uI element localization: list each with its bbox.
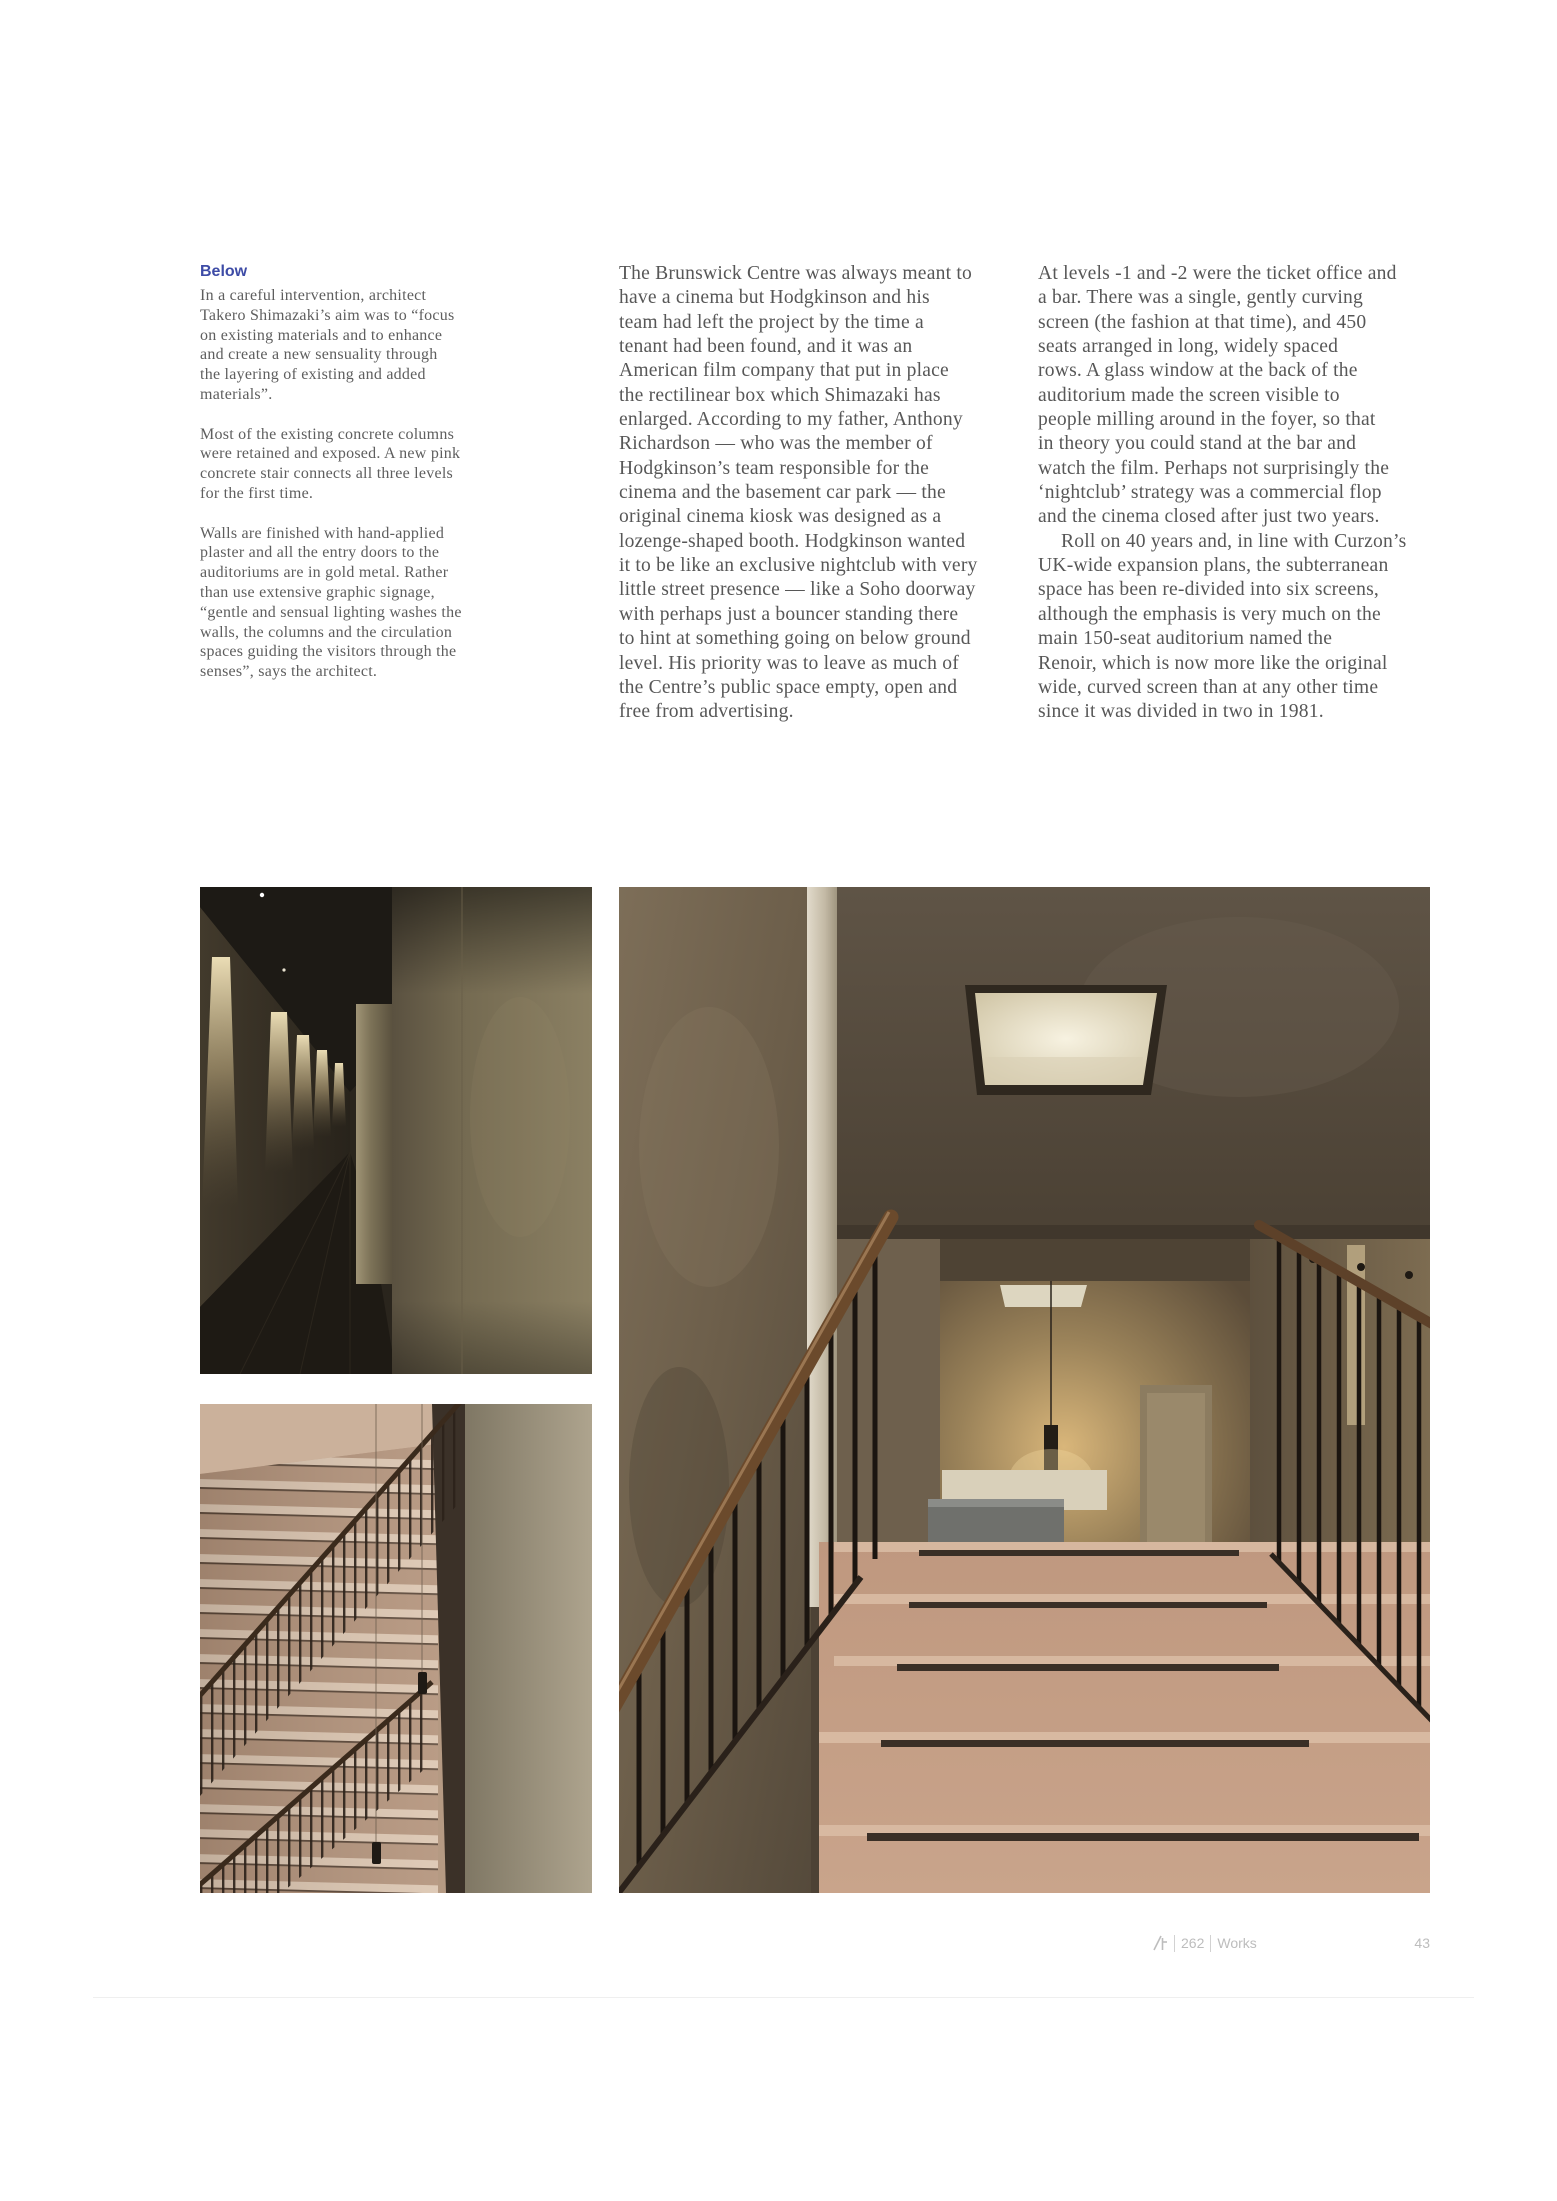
text-line: little street presence — like a Soho doorway (619, 579, 976, 601)
text-line: rows. A glass window at the back of the (1038, 360, 1358, 382)
text-line: original cinema kiosk was designed as a (619, 506, 942, 528)
article-column-2 (1038, 262, 1438, 725)
text-line: At levels -1 and -2 were the ticket office and (1038, 263, 1397, 284)
text-line: spaces guiding the visitors through the (200, 643, 457, 661)
paragraph (200, 524, 500, 682)
issue-number: 262 (1181, 1935, 1205, 1951)
text-line: a bar. There was a single, gently curving (1038, 287, 1364, 309)
photo-corridor (200, 887, 592, 1374)
text-line: senses”, says the architect. (200, 663, 378, 681)
text-line: for the first time. (200, 484, 314, 502)
text-line: concrete stair connects all three levels (200, 465, 453, 483)
text-line: enlarged. According to my father, Anthony (619, 409, 963, 431)
text-line: were retained and exposed. A new pink (200, 445, 461, 463)
paragraph (1038, 262, 1438, 530)
photo-stair-overhead (200, 1404, 592, 1893)
text-line: auditorium made the screen visible to (1038, 384, 1340, 406)
text-line: and create a new sensuality through (200, 346, 438, 364)
text-line: Renoir, which is now more like the original (1038, 652, 1388, 674)
text-line: than use extensive graphic signage, (200, 583, 435, 601)
text-line: lozenge-shaped booth. Hodgkinson wanted (619, 530, 966, 552)
caption-body (200, 286, 500, 682)
text-line: seats arranged in long, widely spaced (1038, 336, 1339, 358)
text-line: “gentle and sensual lighting washes the (200, 603, 462, 621)
text-line: the Centre’s public space empty, open and (619, 676, 958, 698)
footer-divider (1174, 1935, 1175, 1952)
text-line: UK-wide expansion plans, the subterranean (1038, 555, 1389, 577)
text-line: ‘nightclub’ strategy was a commercial flop (1038, 482, 1382, 504)
photo-main-stair (619, 887, 1430, 1893)
bottom-rule (93, 1997, 1474, 1998)
skylight (965, 985, 1167, 1095)
text-line: In a careful intervention, architect (200, 287, 427, 304)
text-line: walls, the columns and the circulation (200, 623, 453, 641)
text-line: Most of the existing concrete columns (200, 425, 455, 443)
text-line: materials”. (200, 385, 273, 403)
concrete-wall (619, 887, 811, 1893)
text-line: auditoriums are in gold metal. Rather (200, 564, 449, 582)
stair-wall (465, 1404, 592, 1893)
text-line: people milling around in the foyer, so that (1038, 409, 1376, 431)
footer-divider (1210, 1935, 1211, 1952)
text-line: Richardson — who was the member of (619, 433, 933, 455)
text-line: the rectilinear box which Shimazaki has (619, 384, 941, 406)
paragraph (1038, 530, 1438, 725)
text-line: main 150-seat auditorium named the (1038, 628, 1333, 650)
text-line: tenant had been found, and it was an (619, 336, 913, 358)
paragraph (200, 286, 500, 405)
page-footer (1152, 1933, 1257, 1953)
text-line: although the emphasis is very much on the (1038, 603, 1381, 625)
article-column-1 (619, 262, 1019, 725)
paragraph (619, 262, 1019, 725)
corridor-right-wall (392, 887, 592, 1374)
text-line: screen (the fashion at that time), and 450 (1038, 311, 1367, 333)
text-line: it to be like an exclusive nightclub with very (619, 555, 978, 577)
text-line: Walls are finished with hand-applied (200, 524, 445, 542)
text-line: in theory you could stand at the bar and (1038, 433, 1357, 455)
caption-label: Below (200, 263, 248, 280)
text-line: free from advertising. (619, 701, 794, 723)
text-line: Takero Shimazaki’s aim was to “focus (200, 306, 455, 324)
text-line: on existing materials and to enhance (200, 326, 443, 344)
text-line: Roll on 40 years and, in line with Curzon’s (1061, 530, 1407, 552)
text-line: watch the film. Perhaps not surprisingly the (1038, 457, 1390, 479)
text-line: and the cinema closed after just two years. (1038, 506, 1380, 528)
page-number: 43 (1414, 1935, 1430, 1951)
text-line: to hint at something going on below ground (619, 628, 971, 650)
text-line: space has been re-divided into six screens, (1038, 579, 1380, 601)
text-line: The Brunswick Centre was always meant to (619, 263, 972, 284)
text-line: Hodgkinson’s team responsible for the (619, 457, 929, 479)
text-line: since it was divided in two in 1981. (1038, 701, 1324, 723)
text-line: with perhaps just a bouncer standing there (619, 603, 959, 625)
text-line: the layering of existing and added (200, 366, 426, 384)
caption-column (200, 262, 500, 682)
text-line: have a cinema but Hodgkinson and his (619, 287, 930, 309)
text-line: team had left the project by the time a (619, 311, 924, 333)
foyer (928, 1239, 1250, 1559)
text-line: cinema and the basement car park — the (619, 482, 946, 504)
text-line: level. His priority was to leave as much of (619, 652, 959, 674)
section-name: Works (1217, 1935, 1257, 1951)
text-line: American film company that put in place (619, 360, 949, 382)
text-line: plaster and all the entry doors to the (200, 544, 440, 562)
corridor-column (356, 1004, 392, 1284)
paragraph (200, 425, 500, 504)
text-line: wide, curved screen than at any other time (1038, 676, 1379, 698)
ar-logo (1152, 1935, 1168, 1951)
